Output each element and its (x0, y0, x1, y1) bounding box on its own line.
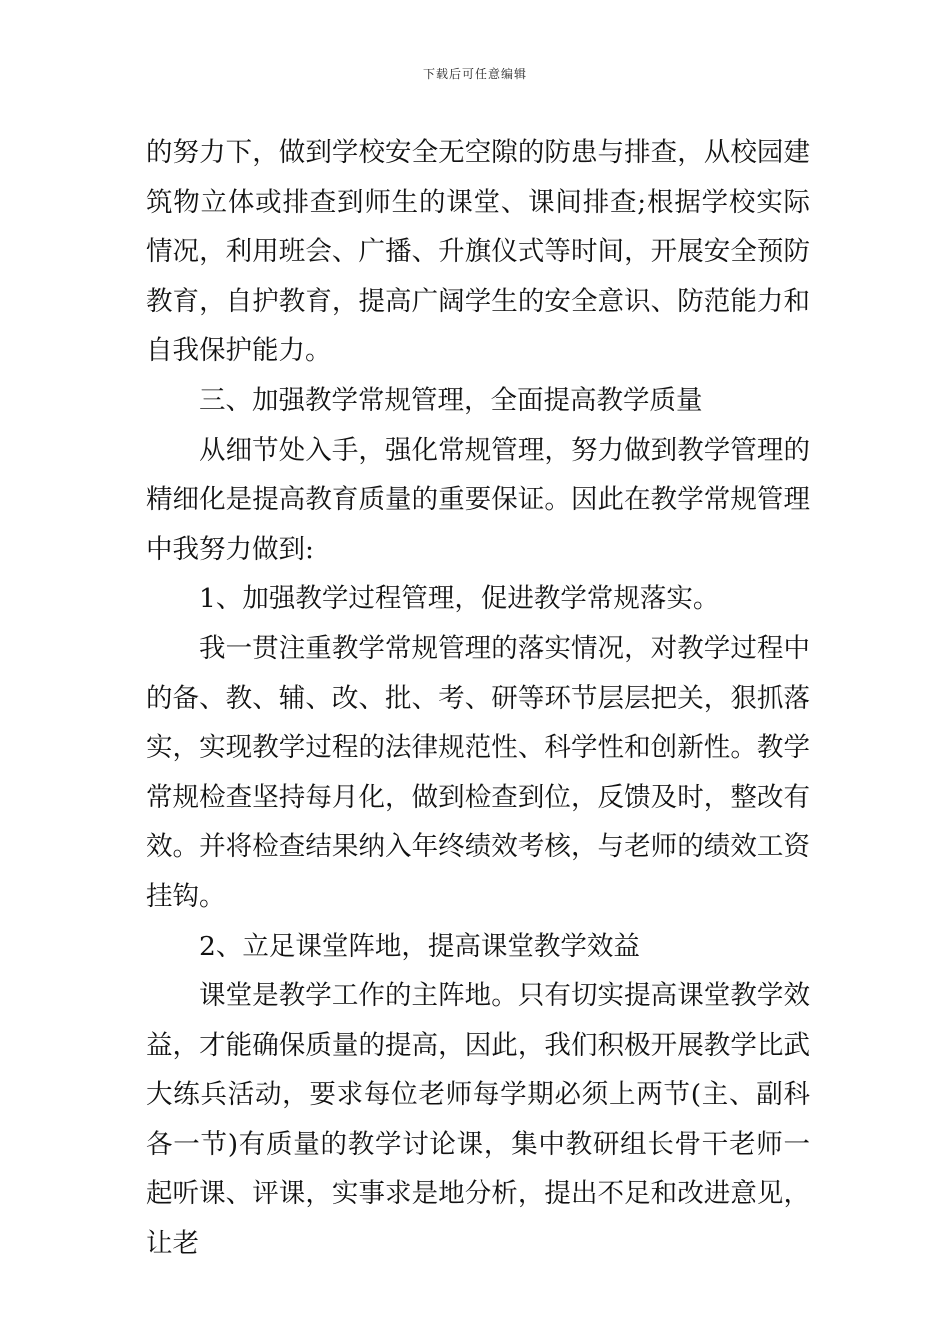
paragraph-process-management: 我一贯注重教学常规管理的落实情况，对教学过程中的备、教、辅、改、批、考、研等环节层层把关，狠抓落实，实现教学过程的法律规范性、科学性和创新性。教学常规检查坚持每月化，做到检查到位，反馈及时，整改有效。并将检查结果纳入年终绩效考核，与老师的绩效工资挂钩。 (146, 632, 810, 912)
document-body (146, 128, 810, 1269)
page-header-note: 下载后可任意编辑 (422, 67, 527, 81)
paragraph-teaching-management-intro: 从细节处入手，强化常规管理，努力做到教学管理的精细化是提高教育质量的重要保证。因此在教学常规管理中我努力做到: (146, 434, 810, 565)
paragraph-classroom-efficiency: 课堂是教学工作的主阵地。只有切实提高课堂教学效益，才能确保质量的提高，因此，我们积极开展教学比武大练兵活动，要求每位老师每学期必须上两节(主、副科各一节)有质量的教学讨论课，集中教研组长骨干老师一起听课、评课，实事求是地分析，提出不足和改进意见，让老 (146, 980, 810, 1260)
paragraph-safety-continued: 的努力下，做到学校安全无空隙的防患与排查，从校园建筑物立体或排查到师生的课堂、课间排查;根据学校实际情况，利用班会、广播、升旗仪式等时间，开展安全预防教育，自护教育，提高广阔学生的安全意识、防范能力和自我保护能力。 (146, 137, 810, 367)
subheading-process-management: 1、加强教学过程管理，促进教学常规落实。 (199, 583, 720, 615)
subheading-classroom-efficiency: 2、立足课堂阵地，提高课堂教学效益 (199, 930, 640, 962)
section-heading-teaching-management: 三、加强教学常规管理，全面提高教学质量 (199, 384, 703, 416)
